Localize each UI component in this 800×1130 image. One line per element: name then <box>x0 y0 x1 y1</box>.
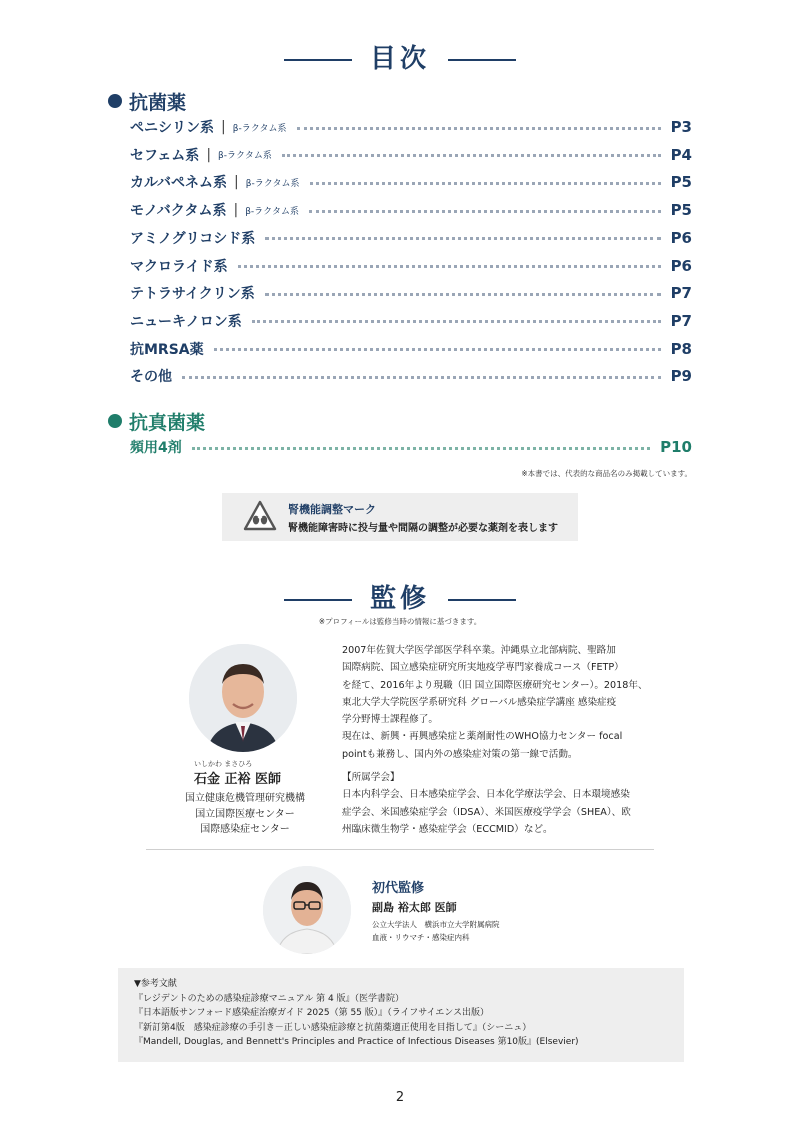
toc-row[interactable] <box>130 310 692 332</box>
supervision-title: 監修 <box>369 584 430 614</box>
leader-dots <box>309 210 661 213</box>
toc-item-name: マクロライド系 <box>130 258 228 275</box>
divider <box>146 849 654 850</box>
separator: | <box>221 119 226 135</box>
toc-row[interactable] <box>130 365 692 387</box>
references-list <box>134 977 579 1050</box>
toc-item-name: テトラサイクリン系 <box>130 286 255 303</box>
toc-item-name: その他 <box>130 369 172 386</box>
supervisor-bio <box>342 642 682 838</box>
separator: | <box>234 174 239 191</box>
toc-item-name: ニューキノロン系 <box>130 313 242 330</box>
toc-row[interactable] <box>130 282 692 304</box>
name-reading: いしかわ まさひろ <box>194 760 253 768</box>
toc-item-subcategory: β-ラクタム系 <box>245 206 299 217</box>
antifungal-heading <box>108 408 205 435</box>
toc-item-name: 抗MRSA薬 <box>130 341 204 358</box>
affiliation-line: 国際感染症センター <box>200 824 290 835</box>
separator: | <box>233 202 239 219</box>
antibacterial-heading <box>108 88 186 115</box>
header-rule-left <box>284 59 352 61</box>
reference-item: 『日本語版サンフォード感染症治療ガイド 2025（第 55 版）』（ライフサイエンス出版） <box>134 1008 489 1018</box>
bio-line: 国際病院、国立感染症研究所実地疫学専門家養成コース（FETP） <box>342 662 624 674</box>
first-supervisor-affiliation-2: 血液・リウマチ・感染症内科 <box>372 933 470 942</box>
toc-title: 目次 <box>369 44 430 74</box>
kidney-warning-icon <box>242 499 278 533</box>
toc-item-name: セフェム系 <box>130 147 200 164</box>
toc-item-name: モノバクタム系 <box>130 203 227 220</box>
kidney-mark-title: 腎機能調整マーク <box>288 503 376 516</box>
bio-line: 現在は、新興・再興感染症と薬剤耐性のWHO協力センター focal <box>342 731 623 743</box>
portrait-photo <box>189 644 297 752</box>
bio-line: を経て、2016年より現職（旧 国立国際医療研究センター）。2018年、 <box>342 679 648 691</box>
toc-row[interactable] <box>130 144 692 166</box>
toc-item-page: P9 <box>670 367 692 386</box>
bio-line: 東北大学大学院医学系研究科 グローバル感染症学講座 感染症疫 <box>342 696 617 708</box>
toc-item-subcategory: β-ラクタム系 <box>232 123 287 134</box>
toc-row[interactable] <box>130 436 692 458</box>
antifungal-heading-label: 抗真菌薬 <box>129 412 206 434</box>
avatar <box>189 644 297 752</box>
first-supervisor-name: 副島 裕太郎 医師 <box>372 901 457 914</box>
leader-dots <box>265 293 661 296</box>
bullet-icon <box>108 414 122 428</box>
toc-item-name: 頻用4剤 <box>130 440 182 456</box>
header-rule-left <box>284 599 352 601</box>
first-supervisor-label: 初代監修 <box>372 881 425 896</box>
affiliation-line: 国立健康危機管理研究機構 <box>185 793 305 804</box>
bio-line: pointも兼務し、国内外の感染症対策の第一線で活動。 <box>342 748 578 760</box>
leader-dots <box>214 348 661 351</box>
toc-row[interactable] <box>130 199 692 221</box>
toc-row[interactable] <box>130 255 692 277</box>
supervision-header <box>0 578 800 615</box>
toc-item-page: P3 <box>670 118 692 136</box>
page-number: 2 <box>395 1090 405 1105</box>
toc-item-name: ペニシリン系 <box>130 120 214 136</box>
supervisor-affiliation <box>150 791 340 838</box>
toc-row[interactable] <box>130 227 692 249</box>
references-heading: ▼参考文献 <box>134 979 177 989</box>
portrait-photo <box>263 866 351 954</box>
toc-item-page: P8 <box>670 339 692 358</box>
societies-line: 州臨床微生物学・感染症学会（ECCMID）など。 <box>342 823 553 835</box>
bio-line: 2007年佐賀大学医学部医学科卒業。沖縄県立北部病院、聖路加 <box>342 645 616 656</box>
kidney-mark-description: 腎機能障害時に投与量や間隔の調整が必要な薬剤を表します <box>288 523 558 534</box>
leader-dots <box>310 182 661 185</box>
toc-item-page: P7 <box>670 311 692 330</box>
toc-row[interactable] <box>130 171 692 193</box>
leader-dots <box>238 265 661 268</box>
toc-item-page: P6 <box>670 228 692 247</box>
toc-item-name: アミノグリコシド系 <box>130 230 256 247</box>
kidney-mark-box <box>222 493 578 541</box>
leader-dots <box>252 320 661 323</box>
toc-item-page: P10 <box>660 438 692 456</box>
toc-row[interactable] <box>130 116 692 138</box>
leader-dots <box>282 154 661 157</box>
reference-item: 『レジデントのための感染症診療マニュアル 第 4 版』（医学書院） <box>134 993 405 1004</box>
toc-header <box>0 38 800 75</box>
first-supervisor-affiliation-1: 公立大学法人 横浜市立大学附属病院 <box>372 920 500 929</box>
leader-dots <box>265 237 660 240</box>
header-rule-right <box>448 599 516 601</box>
supervision-note: ※プロフィールは監修当時の情報に基づきます。 <box>318 617 482 626</box>
toc-item-subcategory: β-ラクタム系 <box>218 151 272 162</box>
toc-item-page: P5 <box>670 201 692 220</box>
leader-dots <box>182 376 661 379</box>
toc-item-subcategory: β-ラクタム系 <box>245 178 300 189</box>
bullet-icon <box>108 94 122 108</box>
toc-item-name: カルバペネム系 <box>130 175 228 192</box>
reference-item: 『Mandell, Douglas, and Bennett's Principles and Practice of Infectious Diseases 第10版』(Elsevier) <box>134 1037 579 1047</box>
societies-line: 日本内科学会、日本感染症学会、日本化学療法学会、日本環境感染 <box>342 789 630 801</box>
header-rule-right <box>448 59 516 61</box>
separator: | <box>206 146 212 163</box>
toc-item-page: P4 <box>670 145 692 164</box>
antibacterial-heading-label: 抗菌薬 <box>129 92 187 114</box>
toc-row[interactable] <box>130 338 692 360</box>
toc-note: ※本書では、代表的な商品名のみ掲載しています。 <box>521 469 692 478</box>
avatar <box>263 866 351 954</box>
leader-dots <box>192 447 650 450</box>
bio-line: 学分野博士課程修了。 <box>342 714 438 726</box>
societies-line: 症学会、米国感染症学会（IDSA）、米国医療疫学学会（SHEA）、欧 <box>342 806 631 818</box>
leader-dots <box>297 127 661 130</box>
toc-item-page: P5 <box>670 173 692 192</box>
societies-heading: 【所属学会】 <box>342 772 400 784</box>
affiliation-line: 国立国際医療センター <box>195 808 295 820</box>
supervisor-name: 石金 正裕 医師 <box>194 772 282 787</box>
toc-item-page: P7 <box>670 284 692 303</box>
references-box <box>118 968 684 1062</box>
toc-item-page: P6 <box>670 256 692 275</box>
reference-item: 『新訂第4版 感染症診療の手引き－正しい感染症診療と抗菌薬適正使用を目指して』（シーニュ） <box>134 1022 532 1033</box>
